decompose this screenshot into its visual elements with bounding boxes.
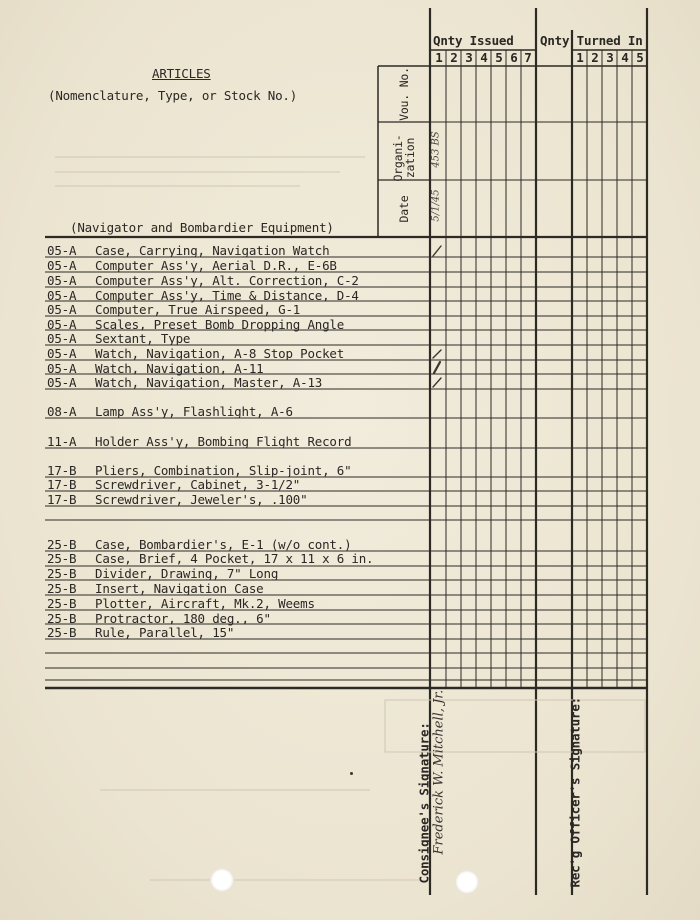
turned-col-2: 2 [591, 50, 599, 65]
item-description: Scales, Preset Bomb Dropping Angle [95, 317, 345, 332]
item-description: Watch, Navigation, A-8 Stop Pocket [95, 346, 345, 361]
item-stock-code: 17-B [47, 463, 77, 478]
vou-no-header: Vou. No. [397, 67, 411, 121]
organization-entry: 453 BS [430, 131, 442, 168]
punch-hole-left [210, 868, 234, 892]
item-description: Computer Ass'y, Aerial D.R., E-6B [95, 258, 337, 273]
item-stock-code: 25-B [47, 611, 77, 626]
item-description: Computer, True Airspeed, G-1 [95, 302, 301, 317]
item-stock-code: 05-A [47, 243, 77, 258]
item-description: Screwdriver, Jeweler's, .100" [95, 492, 308, 507]
item-description: Watch, Navigation, Master, A-13 [95, 375, 323, 390]
punch-hole-right [455, 870, 479, 894]
qty-turned-in-heading: Qnty Turned In [540, 33, 643, 48]
issued-col-7: 7 [524, 50, 532, 65]
date-header: Date [397, 195, 411, 223]
issued-col-5: 5 [495, 50, 503, 65]
item-description: Case, Bombardier's, E-1 (w/o cont.) [95, 537, 352, 552]
turned-col-5: 5 [636, 50, 644, 65]
issued-col-4: 4 [480, 50, 488, 65]
item-stock-code: 25-B [47, 537, 77, 552]
item-description: Pliers, Combination, Slip-joint, 6" [95, 463, 352, 478]
section-heading: (Navigator and Bombardier Equipment) [70, 220, 334, 235]
articles-subtitle: (Nomenclature, Type, or Stock No.) [48, 88, 298, 103]
item-stock-code: 08-A [47, 404, 77, 419]
item-description: Watch, Navigation, A-11 [95, 361, 264, 376]
date-entry: 5/1/45 [430, 189, 442, 222]
item-description: Divider, Drawing, 7" Long [95, 566, 279, 581]
item-description: Plotter, Aircraft, Mk.2, Weems [95, 596, 315, 611]
receiving-officer-signature-label: Rec'g Officer's Signature: [567, 697, 583, 888]
turned-col-3: 3 [606, 50, 614, 65]
item-description: Case, Brief, 4 Pocket, 17 x 11 x 6 in. [95, 551, 374, 566]
item-stock-code: 05-A [47, 288, 77, 303]
item-stock-code: 05-A [47, 375, 77, 390]
item-stock-code: 25-B [47, 625, 77, 640]
consignee-signature: Frederick W. Mitchell, Jr. [431, 689, 447, 855]
item-stock-code: 25-B [47, 551, 77, 566]
item-description: Screwdriver, Cabinet, 3-1/2" [95, 477, 301, 492]
item-stock-code: 05-A [47, 331, 77, 346]
item-stock-code: 05-A [47, 361, 77, 376]
issued-col-6: 6 [510, 50, 518, 65]
item-description: Computer Ass'y, Time & Distance, D-4 [95, 288, 359, 303]
item-stock-code: 25-B [47, 596, 77, 611]
item-description: Lamp Ass'y, Flashlight, A-6 [95, 404, 293, 419]
turned-col-4: 4 [621, 50, 629, 65]
item-stock-code: 05-A [47, 346, 77, 361]
item-description: Rule, Parallel, 15" [95, 625, 235, 640]
issued-col-2: 2 [450, 50, 458, 65]
item-stock-code: 05-A [47, 302, 77, 317]
item-description: Holder Ass'y, Bombing Flight Record [95, 434, 352, 449]
issued-col-1: 1 [435, 50, 443, 65]
item-stock-code: 17-B [47, 492, 77, 507]
articles-title: ARTICLES [152, 66, 211, 81]
item-stock-code: 05-A [47, 273, 77, 288]
item-stock-code: 17-B [47, 477, 77, 492]
ink-dot [350, 772, 353, 775]
turned-col-1: 1 [576, 50, 584, 65]
qty-issued-heading: Qnty Issued [433, 33, 514, 48]
item-description: Case, Carrying, Navigation Watch [95, 243, 330, 258]
consignee-signature-label: Consignee's Signature: [416, 722, 432, 884]
item-stock-code: 05-A [47, 317, 77, 332]
issued-col-3: 3 [465, 50, 473, 65]
item-description: Insert, Navigation Case [95, 581, 264, 596]
item-description: Sextant, Type [95, 331, 191, 346]
item-stock-code: 25-B [47, 581, 77, 596]
organization-header: Organi- zation [391, 134, 417, 182]
item-description: Computer Ass'y, Alt. Correction, C-2 [95, 273, 359, 288]
item-stock-code: 25-B [47, 566, 77, 581]
item-description: Protractor, 180 deg., 6" [95, 611, 271, 626]
item-stock-code: 11-A [47, 434, 77, 449]
item-stock-code: 05-A [47, 258, 77, 273]
